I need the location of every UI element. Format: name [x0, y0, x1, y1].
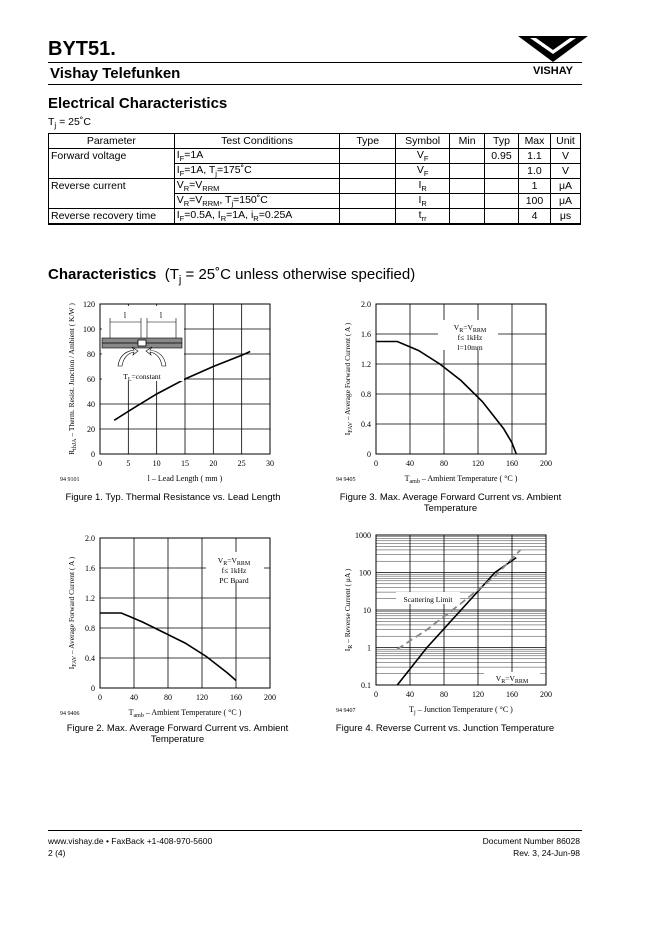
figure-4-chart [330, 526, 560, 722]
x-axis-label: $T_{amb}$ – Ambient Temperature ( °C ) [404, 474, 518, 485]
table-cell-type [340, 164, 396, 179]
table-cell-param: Forward voltage [49, 149, 175, 164]
characteristics-heading: Characteristics ($T_j$ = 25˚C unless otherwise specified) [48, 266, 416, 286]
table-header-cell: Type [340, 134, 396, 149]
legend-entry: f≤ 1kHz [221, 566, 247, 575]
table-cell-type [340, 149, 396, 164]
x-tick-label: 160 [506, 690, 518, 699]
svg-text:VISHAY: VISHAY [533, 65, 573, 76]
annotation-vr: $V_R=V_{RRM}$ [495, 674, 529, 685]
x-tick-label: 20 [209, 459, 218, 468]
y-tick-label: 0.4 [361, 420, 371, 429]
table-cell-param [49, 164, 175, 179]
table-cell-max: 1 [519, 179, 551, 194]
table-cell-symbol: $I_R$ [396, 194, 450, 209]
table-cell-cond: $V_R=V_{RRM}$ [174, 179, 340, 194]
figure-2-chart [48, 530, 298, 722]
y-tick-label: 1.6 [361, 330, 371, 339]
header-rule-bottom [48, 84, 582, 85]
table-cell-cond: $I_F=1A$, $T_j=175˚C$ [174, 164, 340, 179]
table-cell-typ [485, 164, 519, 179]
figure-code: 94 9407 [336, 708, 356, 714]
legend-entry: PC Board [219, 576, 249, 585]
y-tick-label: 1000 [355, 531, 371, 540]
table-cell-type [340, 194, 396, 209]
x-tick-label: 5 [126, 459, 131, 468]
x-tick-label: 200 [540, 690, 552, 699]
y-tick-label: 0 [91, 450, 95, 459]
table-header-cell: Typ [485, 134, 519, 149]
table-cell-max: 1.0 [519, 164, 551, 179]
header-rule-top [48, 62, 582, 63]
figure-code: 94 9101 [60, 477, 80, 483]
figure-1-caption: Figure 1. Typ. Thermal Resistance vs. Lead Length [65, 492, 281, 503]
figure-2-caption: Figure 2. Max. Average Forward Current vs. Ambient Temperature [66, 723, 289, 745]
annotation-scattering-limit: Scattering Limit [403, 595, 453, 604]
y-tick-label: 0 [91, 684, 95, 693]
y-tick-label: 100 [359, 568, 371, 578]
y-tick-label: 120 [83, 300, 95, 309]
x-axis-label: $T_{amb}$ – Ambient Temperature ( °C ) [128, 708, 242, 719]
table-cell-param: Reverse recovery time [49, 209, 175, 225]
y-tick-label: 1 [367, 643, 371, 653]
series-line-IFAV [376, 342, 516, 455]
table-cell-unit: μA [550, 179, 580, 194]
table-header-cell: Parameter [49, 134, 175, 149]
table-row [49, 209, 581, 225]
y-axis-label: $I_{FAV}$ – Average Forward Current ( A ) [343, 322, 354, 436]
x-tick-label: 0 [374, 459, 378, 468]
legend-entry: f≤ 1kHz [457, 333, 483, 342]
table-row [49, 164, 581, 179]
y-tick-label: 60 [87, 375, 95, 384]
x-tick-label: 30 [266, 459, 274, 468]
figure-3-chart [330, 296, 560, 491]
company-name: Vishay Telefunken [50, 65, 181, 82]
x-tick-label: 40 [406, 459, 414, 468]
electrical-condition: $T_j$ = 25˚C [48, 116, 91, 131]
figure-code: 94 9405 [336, 477, 356, 483]
table-cell-min [450, 149, 485, 164]
y-tick-label: 0.8 [361, 390, 371, 399]
x-tick-label: 0 [374, 690, 378, 699]
table-cell-unit: μA [550, 194, 580, 209]
x-tick-label: 200 [540, 459, 552, 468]
figure-3-caption: Figure 3. Max. Average Forward Current vs. Ambient Temperature [339, 492, 562, 514]
table-header-cell: Test Conditions [174, 134, 340, 149]
y-axis-label: $I_{FAV}$ – Average Forward Current ( A ) [67, 556, 78, 670]
table-cell-param [49, 194, 175, 209]
x-tick-label: 160 [506, 459, 518, 468]
y-tick-label: 1.2 [85, 594, 95, 603]
x-axis-label: l – Lead Length ( mm ) [147, 474, 223, 483]
table-cell-cond: $I_F=0.5A$, $I_R=1A$, $i_R=0.25A$ [174, 209, 340, 225]
inset-label-l: l [123, 311, 127, 320]
table-cell-typ [485, 194, 519, 209]
footer-doc-number: Document Number 86028 [482, 836, 580, 846]
x-tick-label: 25 [237, 459, 246, 468]
x-tick-label: 160 [230, 693, 242, 702]
figure-code: 94 9406 [60, 711, 80, 717]
table-cell-unit: μs [550, 209, 580, 225]
legend-entry: $V_R=V_{RRM}$ [453, 323, 487, 334]
table-cell-cond: $V_R=V_{RRM}$, $T_j=150˚C$ [174, 194, 340, 209]
table-cell-typ [485, 209, 519, 225]
figure-4-caption: Figure 4. Reverse Current vs. Junction Temperature [335, 723, 555, 734]
x-tick-label: 120 [472, 690, 484, 699]
table-row [49, 179, 581, 194]
table-cell-symbol: $I_R$ [396, 179, 450, 194]
y-tick-label: 40 [87, 400, 95, 409]
y-tick-label: 2.0 [361, 300, 371, 309]
x-tick-label: 80 [164, 693, 172, 702]
table-cell-symbol: $t_{rr}$ [396, 209, 450, 225]
x-tick-label: 0 [98, 693, 102, 702]
table-cell-min [450, 164, 485, 179]
y-tick-label: 1.6 [85, 564, 95, 573]
y-tick-label: 100 [83, 325, 95, 334]
part-title: BYT51. [48, 38, 116, 60]
table-cell-min [450, 194, 485, 209]
electrical-heading: Electrical Characteristics [48, 95, 228, 112]
table-row [49, 194, 581, 209]
table-cell-type [340, 209, 396, 225]
table-cell-symbol: $V_F$ [396, 149, 450, 164]
y-tick-label: 80 [87, 350, 95, 359]
y-axis-label: $I_R$ – Reverse Current ( μA ) [343, 568, 354, 652]
x-tick-label: 80 [440, 690, 448, 699]
x-axis-label: $T_j$ – Junction Temperature ( °C ) [409, 705, 513, 716]
legend-entry: l=10mm [457, 343, 483, 352]
table-row [49, 149, 581, 164]
table-header-cell: Max [519, 134, 551, 149]
table-cell-symbol: $V_F$ [396, 164, 450, 179]
y-tick-label: 0.4 [85, 654, 95, 663]
y-tick-label: 10 [363, 606, 371, 615]
table-cell-param: Reverse current [49, 179, 175, 194]
inset-annotation: $T_L=constant$ [123, 372, 161, 383]
footer-page: 2 (4) [48, 848, 66, 858]
table-header-cell: Symbol [396, 134, 450, 149]
table-cell-min [450, 179, 485, 194]
table-cell-max: 100 [519, 194, 551, 209]
x-tick-label: 15 [181, 459, 189, 468]
legend-entry: $V_R=V_{RRM}$ [217, 556, 251, 567]
table-cell-type [340, 179, 396, 194]
inset-diode [138, 340, 146, 346]
x-tick-label: 80 [440, 459, 448, 468]
y-tick-label: 20 [87, 425, 95, 434]
x-tick-label: 10 [152, 459, 161, 468]
footer-revision: Rev. 3, 24-Jun-98 [513, 848, 580, 858]
footer-website: www.vishay.de • FaxBack +1-408-970-5600 [48, 836, 213, 846]
table-cell-unit: V [550, 149, 580, 164]
electrical-table [48, 133, 581, 225]
x-tick-label: 200 [264, 693, 276, 702]
y-axis-label: $R_{thJA}$ – Therm. Resist. Junction / Ambient ( K/W ) [67, 303, 78, 455]
table-cell-max: 1.1 [519, 149, 551, 164]
y-tick-label: 1.2 [361, 360, 371, 369]
figure-1-chart [48, 296, 298, 491]
footer-rule [48, 830, 582, 831]
y-tick-label: 0.8 [85, 624, 95, 633]
x-tick-label: 0 [98, 459, 102, 468]
table-header-cell: Min [450, 134, 485, 149]
table-cell-unit: V [550, 164, 580, 179]
table-cell-cond: $I_F=1A$ [174, 149, 340, 164]
x-tick-label: 40 [130, 693, 138, 702]
inset-label-l: l [159, 311, 163, 320]
table-cell-min [450, 209, 485, 225]
x-tick-label: 120 [196, 693, 208, 702]
y-tick-label: 0.1 [361, 681, 371, 690]
table-cell-max: 4 [519, 209, 551, 225]
x-tick-label: 40 [406, 690, 414, 699]
vishay-logo [518, 36, 588, 76]
table-cell-typ [485, 179, 519, 194]
y-tick-label: 2.0 [85, 534, 95, 543]
table-header-cell: Unit [550, 134, 580, 149]
y-tick-label: 0 [367, 450, 371, 459]
x-tick-label: 120 [472, 459, 484, 468]
table-cell-typ: 0.95 [485, 149, 519, 164]
